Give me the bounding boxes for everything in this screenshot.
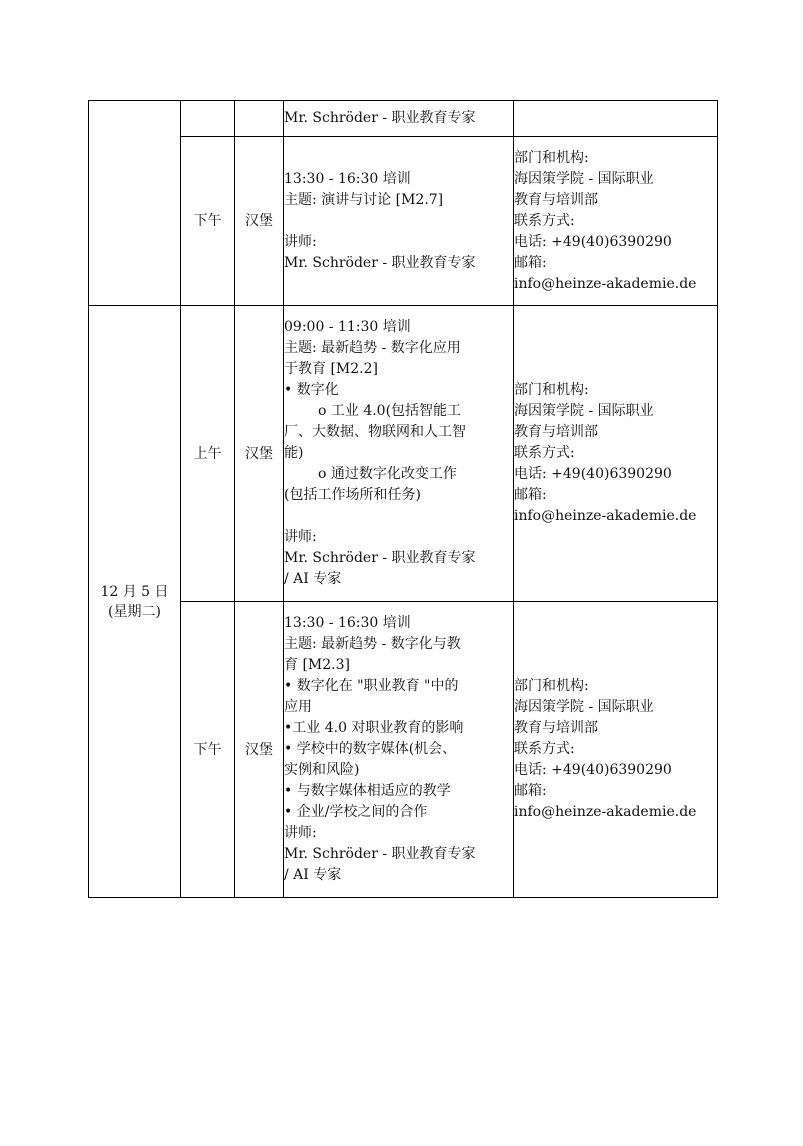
content-line: 于教育 [M2.2] bbox=[284, 361, 378, 377]
contact-line: 海因策学院 - 国际职业 bbox=[514, 170, 654, 187]
contact-line: 电话: +49(40)6390290 bbox=[514, 762, 672, 778]
contact-line: 联系方式: bbox=[514, 741, 575, 757]
time-of-day-cell: 下午 bbox=[181, 137, 235, 306]
table-row bbox=[89, 306, 718, 602]
time-of-day-cell: 上午 bbox=[181, 306, 235, 602]
date-day: 12 月 5 日 bbox=[100, 583, 169, 600]
content-line: (包括工作场所和任务) bbox=[284, 487, 421, 503]
contact-cell bbox=[514, 137, 718, 306]
content-line: 讲师: bbox=[284, 233, 317, 250]
session-content-cell bbox=[284, 137, 514, 306]
city-cell: 汉堡 bbox=[235, 602, 284, 898]
city-cell: 汉堡 bbox=[235, 306, 284, 602]
contact-line: info@heinze-akademie.de bbox=[514, 804, 697, 820]
contact-line: 电话: +49(40)6390290 bbox=[514, 233, 672, 250]
contact-line: 部门和机构: bbox=[514, 149, 589, 166]
contact-cell bbox=[514, 306, 718, 602]
content-line: 09:00 - 11:30 培训 bbox=[284, 319, 411, 335]
content-line: o 通过数字化改变工作 bbox=[318, 466, 457, 482]
content-line: •工业 4.0 对职业教育的影响 bbox=[284, 720, 464, 736]
city-cell bbox=[235, 101, 284, 137]
date-weekday: (星期二) bbox=[108, 603, 161, 620]
content-line: 实例和风险) bbox=[284, 762, 360, 778]
session-content-cell bbox=[284, 602, 514, 898]
contact-line: 部门和机构: bbox=[514, 382, 589, 398]
contact-line: 邮箱: bbox=[514, 254, 547, 271]
content-line: 育 [M2.3] bbox=[284, 657, 350, 673]
content-line: • 数字化 bbox=[284, 382, 339, 398]
contact-line: 海因策学院 - 国际职业 bbox=[514, 403, 654, 419]
content-line: 讲师: bbox=[284, 825, 317, 841]
content-line: • 企业/学校之间的合作 bbox=[284, 804, 428, 820]
table-row bbox=[89, 137, 718, 306]
content-line: 厂、大数据、物联网和人工智 bbox=[284, 424, 466, 440]
content-line: 主题: 最新趋势 - 数字化与教 bbox=[284, 636, 461, 652]
contact-line: 教育与培训部 bbox=[514, 424, 598, 440]
contact-line: 教育与培训部 bbox=[514, 720, 598, 736]
time-of-day-cell bbox=[181, 101, 235, 137]
content-line: Mr. Schröder - 职业教育专家 bbox=[284, 254, 476, 271]
schedule-table bbox=[88, 100, 718, 898]
content-line: 讲师: bbox=[284, 529, 317, 545]
content-line: Mr. Schröder - 职业教育专家 bbox=[284, 550, 476, 566]
content-line: o 工业 4.0(包括智能工 bbox=[318, 403, 462, 419]
session-content-cell bbox=[284, 101, 514, 137]
content-line: Mr. Schröder - 职业教育专家 bbox=[284, 110, 476, 126]
time-of-day-cell: 下午 bbox=[181, 602, 235, 898]
content-line: • 学校中的数字媒体(机会、 bbox=[284, 741, 457, 757]
contact-line: info@heinze-akademie.de bbox=[514, 275, 697, 292]
content-line: 主题: 演讲与讨论 [M2.7] bbox=[284, 191, 444, 208]
date-cell bbox=[89, 306, 181, 898]
contact-cell bbox=[514, 101, 718, 137]
content-line: / AI 专家 bbox=[284, 571, 342, 587]
contact-line: 邮箱: bbox=[514, 783, 547, 799]
contact-line: 联系方式: bbox=[514, 445, 575, 461]
contact-line: 邮箱: bbox=[514, 487, 547, 503]
contact-line: 部门和机构: bbox=[514, 678, 589, 694]
date-cell-empty bbox=[89, 101, 181, 306]
table-row bbox=[89, 602, 718, 898]
city-cell: 汉堡 bbox=[235, 137, 284, 306]
content-line: • 数字化在 "职业教育 "中的 bbox=[284, 678, 459, 694]
content-line: 13:30 - 16:30 培训 bbox=[284, 170, 411, 187]
content-line: 主题: 最新趋势 - 数字化应用 bbox=[284, 340, 461, 356]
contact-cell bbox=[514, 602, 718, 898]
contact-line: 电话: +49(40)6390290 bbox=[514, 466, 672, 482]
table-row bbox=[89, 101, 718, 137]
contact-line: 海因策学院 - 国际职业 bbox=[514, 699, 654, 715]
contact-line: 教育与培训部 bbox=[514, 191, 598, 208]
content-line: 13:30 - 16:30 培训 bbox=[284, 615, 411, 631]
content-line: / AI 专家 bbox=[284, 867, 342, 883]
contact-line: 联系方式: bbox=[514, 212, 575, 229]
content-line: 能) bbox=[284, 445, 304, 461]
blank-line bbox=[284, 211, 513, 232]
contact-line: info@heinze-akademie.de bbox=[514, 508, 697, 524]
content-line: Mr. Schröder - 职业教育专家 bbox=[284, 846, 476, 862]
content-line: 应用 bbox=[284, 699, 312, 715]
content-line: • 与数字媒体相适应的教学 bbox=[284, 783, 451, 799]
blank-line bbox=[284, 506, 513, 527]
session-content-cell bbox=[284, 306, 514, 602]
